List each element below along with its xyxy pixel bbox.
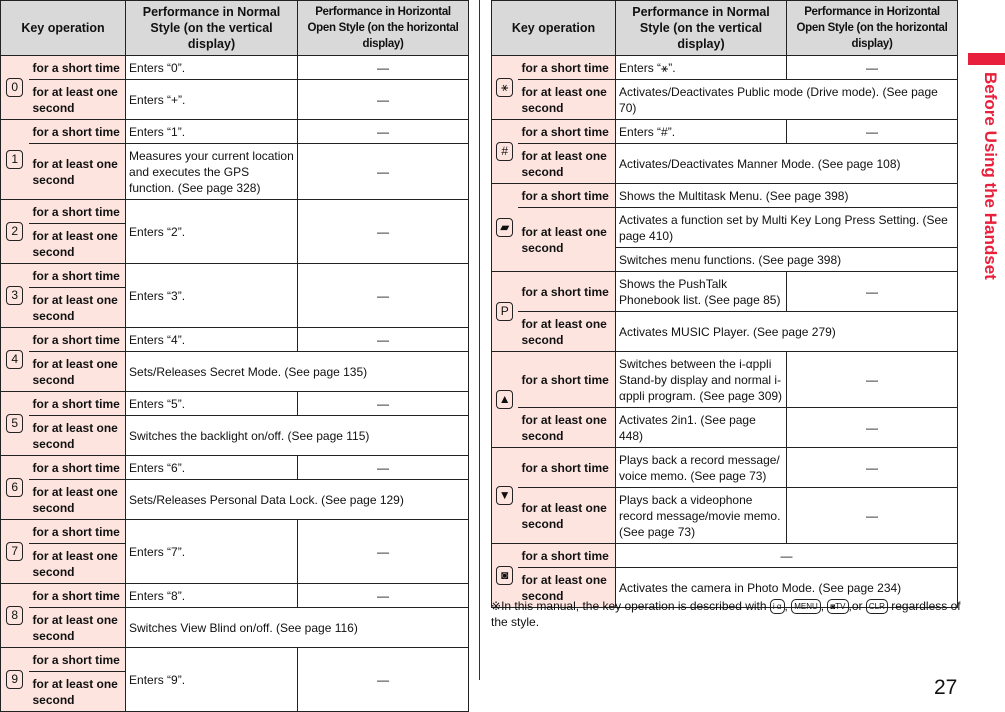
normal-style-value: Enters “⚹”. xyxy=(616,56,787,80)
label-short-time: for a short time xyxy=(518,120,616,144)
menu-key-icon: MENU xyxy=(791,599,821,614)
table-row xyxy=(1,520,469,544)
key-cell xyxy=(1,392,29,456)
horizontal-style-value: — xyxy=(298,456,469,480)
normal-style-value: Enters “5”. xyxy=(126,392,298,416)
key-asterisk-icon: ⚹ xyxy=(496,78,513,97)
key-down-icon: ▼ xyxy=(496,486,513,505)
key-8-icon: 8 xyxy=(6,606,23,625)
key-hash-icon: # xyxy=(496,142,513,161)
both-styles-value: Sets/Releases Secret Mode. (See page 135) xyxy=(126,352,469,392)
key-cell xyxy=(492,448,518,544)
normal-style-value: Enters “8”. xyxy=(126,584,298,608)
key-cell xyxy=(1,456,29,520)
key-up-icon: ▲ xyxy=(496,390,513,409)
normal-style-value: Enters “#”. xyxy=(616,120,787,144)
section-tab-marker xyxy=(968,53,1005,65)
key-operation-table-left xyxy=(0,0,469,712)
key-9-icon: 9 xyxy=(6,670,23,689)
both-styles-value: Sets/Releases Personal Data Lock. (See page 129) xyxy=(126,480,469,520)
key-cell xyxy=(492,272,518,352)
page-number: 27 xyxy=(934,676,958,699)
horizontal-style-value: — xyxy=(787,56,958,80)
label-short-time: for a short time xyxy=(29,264,126,288)
table-row xyxy=(492,408,958,448)
horizontal-style-value: — xyxy=(787,120,958,144)
label-short-time: for a short time xyxy=(518,448,616,488)
header-normal-style: Performance in Normal Style (on the vertical display) xyxy=(616,1,787,56)
label-long-press: for at least one second xyxy=(518,144,616,184)
both-styles-value: Activates a function set by Multi Key Long Press Setting. (See page 410) xyxy=(616,208,958,248)
header-horizontal-style: Performance in Horizontal Open Style (on the horizontal display) xyxy=(298,1,469,56)
normal-style-value: Shows the PushTalk Phonebook list. (See page 85) xyxy=(616,272,787,312)
footnote-text: In this manual, the key operation is described with xyxy=(501,599,767,613)
horizontal-style-value: — xyxy=(298,520,469,584)
horizontal-style-value: — xyxy=(298,200,469,264)
table-row xyxy=(492,448,958,488)
key-cell xyxy=(1,520,29,584)
key-4-icon: 4 xyxy=(6,350,23,369)
key-7-icon: 7 xyxy=(6,542,23,561)
horizontal-style-value: — xyxy=(298,120,469,144)
normal-style-value: Enters “3”. xyxy=(126,264,298,328)
key-multitask-icon: ▰ xyxy=(496,218,513,237)
table-row xyxy=(1,480,469,520)
header-normal-style: Performance in Normal Style (on the vertical display) xyxy=(126,1,298,56)
key-cell xyxy=(1,264,29,328)
table-row xyxy=(1,120,469,144)
table-row xyxy=(1,608,469,648)
key-operation-table-right xyxy=(491,0,958,608)
table-row xyxy=(492,544,958,568)
table-row xyxy=(1,648,469,672)
table-row xyxy=(1,584,469,608)
normal-style-value: Activates 2in1. (See page 448) xyxy=(616,408,787,448)
key-cell xyxy=(492,184,518,272)
label-short-time: for a short time xyxy=(518,544,616,568)
horizontal-style-value: — xyxy=(787,408,958,448)
label-long-press: for at least one second xyxy=(518,408,616,448)
key-0-icon: 0 xyxy=(6,78,23,97)
label-long-press: for at least one second xyxy=(29,80,126,120)
horizontal-style-value: — xyxy=(298,56,469,80)
label-short-time: for a short time xyxy=(29,584,126,608)
label-short-time: for a short time xyxy=(29,56,126,80)
horizontal-style-value: — xyxy=(787,352,958,408)
label-long-press: for at least one second xyxy=(29,480,126,520)
normal-style-value: Enters “1”. xyxy=(126,120,298,144)
key-cell xyxy=(1,56,29,120)
table-row xyxy=(492,56,958,80)
table-row xyxy=(492,120,958,144)
footnote xyxy=(491,598,961,630)
both-styles-value: Switches the backlight on/off. (See page 115) xyxy=(126,416,469,456)
table-row xyxy=(1,144,469,200)
separator: ,or xyxy=(848,599,863,613)
table-row xyxy=(492,208,958,248)
key-cell xyxy=(1,200,29,264)
header-key-operation: Key operation xyxy=(1,1,126,56)
table-row xyxy=(1,56,469,80)
label-long-press: for at least one second xyxy=(518,312,616,352)
label-short-time: for a short time xyxy=(518,56,616,80)
label-long-press: for at least one second xyxy=(518,488,616,544)
normal-style-value: Enters “+”. xyxy=(126,80,298,120)
horizontal-style-value: — xyxy=(298,264,469,328)
section-title: Before Using the Handset xyxy=(981,72,1000,280)
label-short-time: for a short time xyxy=(518,184,616,208)
key-camera-icon: ◙ xyxy=(496,566,513,585)
normal-style-value: Enters “7”. xyxy=(126,520,298,584)
key-cell xyxy=(492,56,518,120)
key-2-icon: 2 xyxy=(6,222,23,241)
footnote-text-after: regardless of the style. xyxy=(491,599,961,630)
normal-style-value: Plays back a record message/ voice memo. (See page 73) xyxy=(616,448,787,488)
key-cell xyxy=(1,648,29,712)
label-short-time: for a short time xyxy=(29,520,126,544)
key-6-icon: 6 xyxy=(6,478,23,497)
table-row xyxy=(492,272,958,312)
both-styles-value: Switches menu functions. (See page 398) xyxy=(616,248,958,272)
i-alpha-key-icon: i α xyxy=(770,599,785,614)
label-long-press: for at least one second xyxy=(518,568,616,608)
key-pushtalk-icon: P xyxy=(496,302,513,321)
table-row xyxy=(1,200,469,224)
label-long-press: for at least one second xyxy=(29,608,126,648)
key-1-icon: 1 xyxy=(6,150,23,169)
label-long-press: for at least one second xyxy=(518,80,616,120)
label-short-time: for a short time xyxy=(518,272,616,312)
label-short-time: for a short time xyxy=(29,648,126,672)
horizontal-style-value: — xyxy=(298,392,469,416)
table-row xyxy=(492,80,958,120)
label-long-press: for at least one second xyxy=(518,208,616,272)
table-row xyxy=(1,392,469,416)
horizontal-style-value: — xyxy=(787,488,958,544)
both-styles-value: — xyxy=(616,544,958,568)
table-row xyxy=(1,416,469,456)
column-divider xyxy=(479,0,480,680)
normal-style-value: Switches between the i-αppli Stand-by display and normal i-αppli program. (See page 309) xyxy=(616,352,787,408)
table-row xyxy=(492,184,958,208)
key-cell xyxy=(492,352,518,448)
label-long-press: for at least one second xyxy=(29,144,126,200)
table-row xyxy=(1,264,469,288)
clr-key-icon: CLR xyxy=(866,599,888,614)
both-styles-value: Switches View Blind on/off. (See page 116) xyxy=(126,608,469,648)
label-short-time: for a short time xyxy=(29,120,126,144)
table-row xyxy=(492,488,958,544)
both-styles-value: Shows the Multitask Menu. (See page 398) xyxy=(616,184,958,208)
key-3-icon: 3 xyxy=(6,286,23,305)
normal-style-value: Plays back a videophone record message/movie memo. (See page 73) xyxy=(616,488,787,544)
separator: , xyxy=(784,599,788,613)
normal-style-value: Enters “6”. xyxy=(126,456,298,480)
horizontal-style-value: — xyxy=(298,144,469,200)
key-cell xyxy=(1,120,29,200)
footnote-mark: ※ xyxy=(491,599,502,613)
label-long-press: for at least one second xyxy=(29,288,126,328)
table-row xyxy=(1,352,469,392)
key-cell xyxy=(1,328,29,392)
horizontal-style-value: — xyxy=(787,448,958,488)
label-short-time: for a short time xyxy=(29,392,126,416)
label-long-press: for at least one second xyxy=(29,352,126,392)
key-cell xyxy=(492,120,518,184)
label-short-time: for a short time xyxy=(29,328,126,352)
header-key-operation: Key operation xyxy=(492,1,616,56)
both-styles-value: Activates MUSIC Player. (See page 279) xyxy=(616,312,958,352)
label-long-press: for at least one second xyxy=(29,544,126,584)
both-styles-value: Activates the camera in Photo Mode. (See page 234) xyxy=(616,568,958,608)
label-short-time: for a short time xyxy=(29,456,126,480)
label-short-time: for a short time xyxy=(518,352,616,408)
horizontal-style-value: — xyxy=(298,80,469,120)
normal-style-value: Measures your current location and executes the GPS function. (See page 328) xyxy=(126,144,298,200)
table-row xyxy=(492,352,958,408)
table-row xyxy=(1,456,469,480)
header-horizontal-style: Performance in Horizontal Open Style (on the horizontal display) xyxy=(787,1,958,56)
both-styles-value: Activates/Deactivates Manner Mode. (See page 108) xyxy=(616,144,958,184)
label-short-time: for a short time xyxy=(29,200,126,224)
camera-tv-key-icon: ◙TV xyxy=(827,599,848,614)
horizontal-style-value: — xyxy=(298,648,469,712)
separator: , xyxy=(820,599,825,613)
table-row xyxy=(492,312,958,352)
normal-style-value: Enters “0”. xyxy=(126,56,298,80)
horizontal-style-value: — xyxy=(298,328,469,352)
both-styles-value: Activates/Deactivates Public mode (Drive mode). (See page 70) xyxy=(616,80,958,120)
table-row xyxy=(1,328,469,352)
normal-style-value: Enters “9”. xyxy=(126,648,298,712)
table-row xyxy=(1,80,469,120)
label-long-press: for at least one second xyxy=(29,416,126,456)
label-long-press: for at least one second xyxy=(29,224,126,264)
normal-style-value: Enters “4”. xyxy=(126,328,298,352)
normal-style-value: Enters “2”. xyxy=(126,200,298,264)
label-long-press: for at least one second xyxy=(29,672,126,712)
key-cell xyxy=(1,584,29,648)
horizontal-style-value: — xyxy=(787,272,958,312)
key-5-icon: 5 xyxy=(6,414,23,433)
horizontal-style-value: — xyxy=(298,584,469,608)
table-row xyxy=(492,144,958,184)
